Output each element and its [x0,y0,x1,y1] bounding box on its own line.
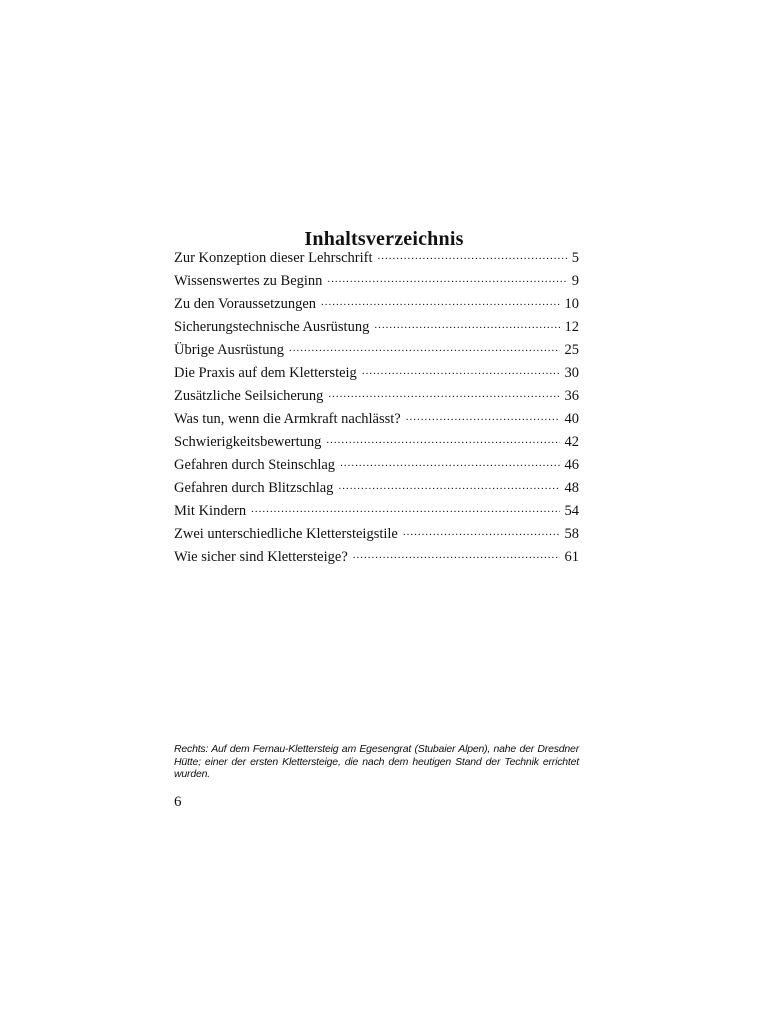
toc-entry [174,363,579,386]
toc-entry-page: 46 [564,457,579,473]
toc-entry [174,409,579,432]
toc-entry-label: Zusätzliche Seilsicherung [174,388,324,404]
toc-entry [174,501,579,524]
toc-entry-label: Zur Konzeption dieser Lehrschrift [174,250,373,266]
toc-entry-label: Wie sicher sind Klettersteige? [174,549,348,565]
toc-entry-label: Zu den Voraussetzungen [174,296,317,312]
page-number: 6 [174,794,182,810]
toc-entry-page: 48 [564,480,579,496]
page-title: Inhaltsverzeichnis [304,228,464,251]
toc-leader-dots [321,294,559,308]
toc-entry-page: 30 [564,365,579,381]
toc-entry-label: Übrige Ausrüstung [174,342,284,358]
toc-leader-dots [289,340,560,354]
toc-entry [174,478,579,501]
toc-entry-label: Was tun, wenn die Armkraft nachlässt? [174,411,401,427]
toc-leader-dots [338,478,559,492]
toc-entry [174,271,579,294]
toc-entry [174,248,579,271]
toc-entry [174,524,579,547]
toc-entry-page: 36 [564,388,579,404]
toc-entry-page: 58 [564,526,579,542]
toc-entry [174,317,579,340]
toc-entry-label: Die Praxis auf dem Klettersteig [174,365,357,381]
toc-entry [174,432,579,455]
toc-leader-dots [378,248,567,262]
toc-entry-page: 40 [564,411,579,427]
toc-entry-page: 25 [564,342,579,358]
toc-entry [174,386,579,409]
toc-entry [174,294,579,317]
toc-leader-dots [353,547,560,561]
toc-entry-page: 42 [564,434,579,450]
toc-entry [174,455,579,478]
toc-entry-page: 5 [571,250,579,266]
toc-entry-label: Zwei unterschiedliche Klettersteigstile [174,526,398,542]
toc-leader-dots [327,271,566,285]
toc-leader-dots [374,317,559,331]
toc-entry-label: Schwierigkeitsbewertung [174,434,322,450]
toc-leader-dots [403,524,560,538]
toc-leader-dots [406,409,560,423]
table-of-contents [174,248,579,570]
toc-entry-page: 9 [571,273,579,289]
toc-leader-dots [251,501,559,515]
toc-entry-page: 12 [564,319,579,335]
toc-leader-dots [362,363,560,377]
toc-entry [174,340,579,363]
toc-entry [174,547,579,570]
toc-leader-dots [340,455,559,469]
photo-caption: Rechts: Auf dem Fernau-Klettersteig am Egesengrat (Stubaier Alpen), nahe der Dresdner Hütte; einer der ersten Klettersteige, die nach dem heutigen Stand der Technik errichtet wurden. [174,743,579,780]
toc-leader-dots [326,432,559,446]
toc-entry-label: Gefahren durch Steinschlag [174,457,336,473]
toc-entry-page: 61 [564,549,579,565]
toc-entry-page: 10 [564,296,579,312]
toc-entry-label: Mit Kindern [174,503,247,519]
toc-entry-label: Gefahren durch Blitzschlag [174,480,334,496]
toc-entry-label: Sicherungstechnische Ausrüstung [174,319,370,335]
toc-entry-page: 54 [564,503,579,519]
toc-entry-label: Wissenswertes zu Beginn [174,273,323,289]
toc-leader-dots [328,386,559,400]
